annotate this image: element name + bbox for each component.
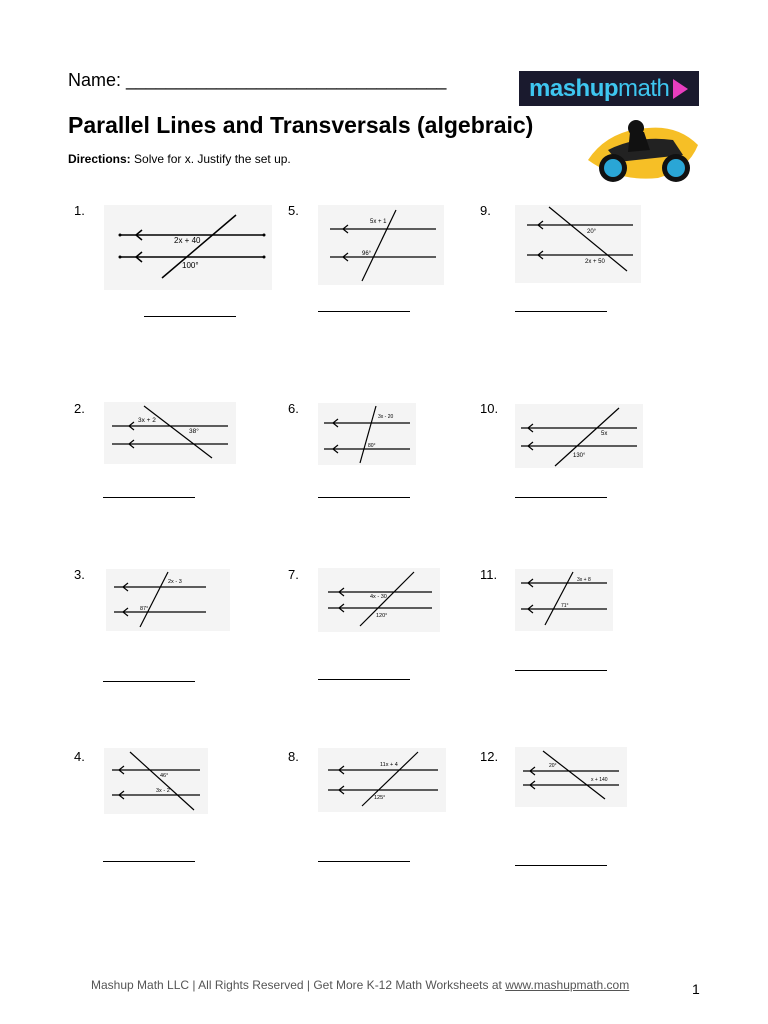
label-top: 46°	[160, 773, 169, 779]
answer-line-1[interactable]	[144, 316, 236, 317]
problem-number: 2.	[74, 401, 85, 416]
label-bottom: 3x - 2	[156, 788, 170, 794]
answer-line-3[interactable]	[103, 681, 195, 682]
label-bottom: 71°	[561, 603, 569, 609]
label-bottom: 125°	[374, 795, 386, 801]
label-top: 11x + 4	[380, 762, 398, 768]
problem-number: 12.	[480, 749, 499, 764]
answer-line-11[interactable]	[515, 670, 607, 671]
diagram-problem-9	[515, 205, 641, 283]
diagram-problem-4	[104, 748, 208, 814]
name-field[interactable]: Name: ________________________________	[68, 70, 447, 90]
problem-number: 3.	[74, 567, 85, 582]
answer-line-4[interactable]	[103, 861, 195, 862]
diagram-problem-11	[515, 569, 613, 631]
answer-line-5[interactable]	[318, 311, 410, 312]
label-top: 20°	[549, 763, 557, 769]
label-bottom: 100°	[182, 261, 199, 270]
footer-link[interactable]: www.mashupmath.com	[505, 978, 630, 992]
play-icon	[673, 79, 688, 99]
diagram-problem-7	[318, 568, 440, 632]
label-top: 3x - 20	[378, 414, 394, 420]
answer-line-9[interactable]	[515, 311, 607, 312]
label-top: 5x + 1	[370, 219, 387, 225]
problem-number: 6.	[288, 401, 299, 416]
label-top: 3x + 8	[577, 577, 591, 583]
diagram-problem-2	[104, 402, 236, 464]
logo-text-math: math	[618, 74, 670, 102]
diagram-problem-3	[106, 569, 230, 631]
page-number: 1	[692, 981, 700, 997]
problem-number: 7.	[288, 567, 299, 582]
label-bottom: 2x + 50	[585, 259, 605, 265]
problem-number: 1.	[74, 203, 85, 218]
answer-line-7[interactable]	[318, 679, 410, 680]
diagram-problem-5	[318, 205, 444, 285]
footer-text: Mashup Math LLC | All Rights Reserved | Get More K-12 Math Worksheets at	[91, 978, 506, 992]
label-top: 2x + 40	[174, 236, 201, 245]
label-top: 3x + 2	[138, 417, 156, 424]
directions	[68, 152, 291, 166]
label-top: 20°	[587, 229, 597, 235]
label-top: 4x - 30	[370, 594, 387, 600]
label-bottom: 120°	[376, 613, 388, 619]
label-bottom: 87°	[140, 606, 149, 612]
answer-line-12[interactable]	[515, 865, 607, 866]
problem-number: 11.	[480, 567, 498, 582]
diagram-problem-10	[515, 404, 643, 468]
answer-line-8[interactable]	[318, 861, 410, 862]
label-bottom: 96°	[362, 251, 372, 257]
problem-number: 10.	[480, 401, 499, 416]
label-bottom: 130°	[573, 453, 586, 459]
answer-line-6[interactable]	[318, 497, 410, 498]
problem-number: 8.	[288, 749, 299, 764]
label-top: 5x	[601, 431, 608, 437]
label-bottom: x + 140	[591, 777, 608, 783]
diagram-problem-6	[318, 403, 416, 465]
label-bottom: 38°	[189, 428, 199, 435]
logo-text-mashup: mashup	[529, 74, 619, 102]
directions-label: Directions:	[68, 152, 131, 166]
diagram-problem-12	[515, 747, 627, 807]
problem-number: 9.	[480, 203, 491, 218]
problem-number: 5.	[288, 203, 299, 218]
answer-line-10[interactable]	[515, 497, 607, 498]
motorcycle-icon	[578, 110, 706, 190]
label-bottom: 80°	[368, 443, 376, 449]
page-title: Parallel Lines and Transversals (algebraic)	[68, 112, 534, 138]
diagram-problem-1	[104, 205, 272, 290]
diagram-problem-8	[318, 748, 446, 812]
mashupmath-logo	[519, 71, 699, 106]
directions-text: Solve for x. Justify the set up.	[130, 152, 291, 166]
problem-number: 4.	[74, 749, 85, 764]
answer-line-2[interactable]	[103, 497, 195, 498]
footer	[91, 978, 629, 992]
label-top: 2x - 3	[168, 579, 182, 585]
